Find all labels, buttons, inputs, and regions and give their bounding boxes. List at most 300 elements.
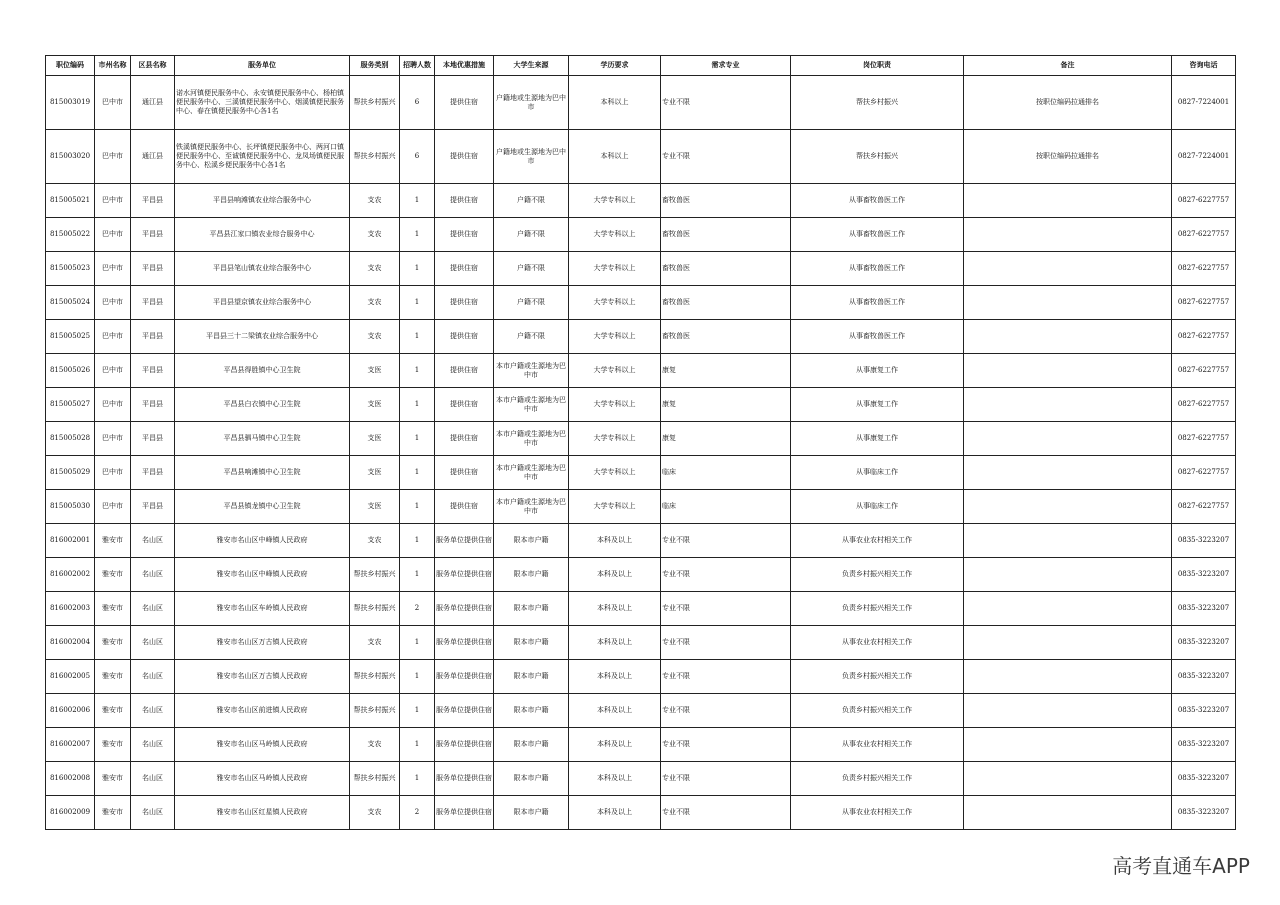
education-requirement-cell: 本科及以上 [569, 762, 661, 796]
local-measures-cell: 提供住宿 [435, 130, 494, 184]
service-category-cell: 帮扶乡村振兴 [350, 130, 400, 184]
service-unit-cell: 平昌县望京镇农业综合服务中心 [175, 286, 350, 320]
table-row [46, 184, 1236, 218]
positions-table [45, 55, 1236, 830]
local-measures-cell: 提供住宿 [435, 388, 494, 422]
city-name-cell: 巴中市 [95, 422, 131, 456]
local-measures-cell: 提供住宿 [435, 320, 494, 354]
county-name-cell: 通江县 [131, 76, 175, 130]
table-row [46, 286, 1236, 320]
document-page [45, 55, 1235, 830]
column-header: 服务类别 [350, 56, 400, 76]
recruit-count-cell: 1 [400, 354, 435, 388]
position-code-cell: 815005021 [46, 184, 95, 218]
service-category-cell: 帮扶乡村振兴 [350, 76, 400, 130]
service-unit-cell: 诺水河镇便民服务中心、永安镇便民服务中心、杨柏镇便民服务中心、三溪镇便民服务中心、烟溪镇便民服务中心、春在镇便民服务中心各1名 [175, 76, 350, 130]
column-header: 学历要求 [569, 56, 661, 76]
service-unit-cell: 雅安市名山区车岭镇人民政府 [175, 592, 350, 626]
job-duty-cell: 从事畜牧兽医工作 [791, 218, 964, 252]
local-measures-cell: 服务单位提供住宿 [435, 558, 494, 592]
remark-cell [964, 422, 1172, 456]
table-row [46, 456, 1236, 490]
remark-cell [964, 592, 1172, 626]
local-measures-cell: 服务单位提供住宿 [435, 524, 494, 558]
recruit-count-cell: 1 [400, 694, 435, 728]
job-duty-cell: 从事农业农村相关工作 [791, 728, 964, 762]
local-measures-cell: 提供住宿 [435, 218, 494, 252]
required-major-cell: 专业不限 [661, 130, 791, 184]
student-source-cell: 限本市户籍 [494, 558, 569, 592]
job-duty-cell: 负责乡村振兴相关工作 [791, 558, 964, 592]
student-source-cell: 户籍不限 [494, 184, 569, 218]
position-code-cell: 816002006 [46, 694, 95, 728]
contact-phone-cell: 0827-6227757 [1172, 456, 1236, 490]
table-row [46, 524, 1236, 558]
remark-cell [964, 762, 1172, 796]
required-major-cell: 专业不限 [661, 76, 791, 130]
remark-cell: 按职位编码拉通排名 [964, 76, 1172, 130]
county-name-cell: 名山区 [131, 558, 175, 592]
position-code-cell: 815005028 [46, 422, 95, 456]
remark-cell [964, 320, 1172, 354]
recruit-count-cell: 1 [400, 728, 435, 762]
required-major-cell: 专业不限 [661, 796, 791, 830]
table-row [46, 592, 1236, 626]
city-name-cell: 雅安市 [95, 660, 131, 694]
city-name-cell: 巴中市 [95, 76, 131, 130]
required-major-cell: 临床 [661, 456, 791, 490]
education-requirement-cell: 大学专科以上 [569, 354, 661, 388]
education-requirement-cell: 本科及以上 [569, 728, 661, 762]
remark-cell [964, 184, 1172, 218]
service-category-cell: 支医 [350, 422, 400, 456]
required-major-cell: 康复 [661, 388, 791, 422]
job-duty-cell: 从事畜牧兽医工作 [791, 252, 964, 286]
job-duty-cell: 负责乡村振兴相关工作 [791, 660, 964, 694]
recruit-count-cell: 2 [400, 796, 435, 830]
job-duty-cell: 从事康复工作 [791, 422, 964, 456]
service-unit-cell: 平昌县驷马镇中心卫生院 [175, 422, 350, 456]
service-category-cell: 支医 [350, 490, 400, 524]
recruit-count-cell: 1 [400, 762, 435, 796]
county-name-cell: 平昌县 [131, 218, 175, 252]
required-major-cell: 畜牧兽医 [661, 320, 791, 354]
service-category-cell: 帮扶乡村振兴 [350, 558, 400, 592]
contact-phone-cell: 0835-3223207 [1172, 524, 1236, 558]
required-major-cell: 临床 [661, 490, 791, 524]
service-category-cell: 支农 [350, 796, 400, 830]
required-major-cell: 康复 [661, 422, 791, 456]
recruit-count-cell: 1 [400, 626, 435, 660]
position-code-cell: 815005029 [46, 456, 95, 490]
table-body [46, 76, 1236, 830]
recruit-count-cell: 1 [400, 320, 435, 354]
education-requirement-cell: 本科及以上 [569, 558, 661, 592]
county-name-cell: 平昌县 [131, 422, 175, 456]
job-duty-cell: 从事农业农村相关工作 [791, 524, 964, 558]
table-row [46, 762, 1236, 796]
student-source-cell: 限本市户籍 [494, 728, 569, 762]
required-major-cell: 畜牧兽医 [661, 184, 791, 218]
header-row [46, 56, 1236, 76]
position-code-cell: 816002007 [46, 728, 95, 762]
recruit-count-cell: 1 [400, 660, 435, 694]
remark-cell [964, 558, 1172, 592]
service-category-cell: 支农 [350, 252, 400, 286]
student-source-cell: 户籍不限 [494, 252, 569, 286]
contact-phone-cell: 0835-3223207 [1172, 762, 1236, 796]
city-name-cell: 巴中市 [95, 388, 131, 422]
service-category-cell: 帮扶乡村振兴 [350, 660, 400, 694]
county-name-cell: 名山区 [131, 762, 175, 796]
service-category-cell: 帮扶乡村振兴 [350, 694, 400, 728]
education-requirement-cell: 大学专科以上 [569, 252, 661, 286]
required-major-cell: 康复 [661, 354, 791, 388]
county-name-cell: 平昌县 [131, 354, 175, 388]
table-row [46, 728, 1236, 762]
contact-phone-cell: 0827-7224001 [1172, 130, 1236, 184]
column-header: 本地优惠措施 [435, 56, 494, 76]
column-header: 职位编码 [46, 56, 95, 76]
county-name-cell: 名山区 [131, 694, 175, 728]
county-name-cell: 平昌县 [131, 388, 175, 422]
education-requirement-cell: 本科及以上 [569, 694, 661, 728]
recruit-count-cell: 6 [400, 130, 435, 184]
local-measures-cell: 服务单位提供住宿 [435, 660, 494, 694]
table-row [46, 76, 1236, 130]
service-category-cell: 支农 [350, 320, 400, 354]
student-source-cell: 限本市户籍 [494, 524, 569, 558]
county-name-cell: 名山区 [131, 660, 175, 694]
service-unit-cell: 雅安市名山区万古镇人民政府 [175, 660, 350, 694]
required-major-cell: 专业不限 [661, 694, 791, 728]
service-category-cell: 帮扶乡村振兴 [350, 762, 400, 796]
remark-cell: 按职位编码拉通排名 [964, 130, 1172, 184]
remark-cell [964, 626, 1172, 660]
column-header: 岗位职责 [791, 56, 964, 76]
county-name-cell: 名山区 [131, 796, 175, 830]
column-header: 区县名称 [131, 56, 175, 76]
contact-phone-cell: 0827-6227757 [1172, 388, 1236, 422]
student-source-cell: 户籍不限 [494, 320, 569, 354]
table-row [46, 130, 1236, 184]
remark-cell [964, 286, 1172, 320]
job-duty-cell: 负责乡村振兴相关工作 [791, 762, 964, 796]
local-measures-cell: 提供住宿 [435, 490, 494, 524]
city-name-cell: 巴中市 [95, 286, 131, 320]
county-name-cell: 平昌县 [131, 286, 175, 320]
county-name-cell: 名山区 [131, 626, 175, 660]
recruit-count-cell: 1 [400, 286, 435, 320]
local-measures-cell: 提供住宿 [435, 456, 494, 490]
service-category-cell: 支医 [350, 354, 400, 388]
table-row [46, 422, 1236, 456]
county-name-cell: 通江县 [131, 130, 175, 184]
table-header [46, 56, 1236, 76]
table-row [46, 558, 1236, 592]
table-row [46, 320, 1236, 354]
service-unit-cell: 平昌县江家口镇农业综合服务中心 [175, 218, 350, 252]
service-unit-cell: 平昌县白衣镇中心卫生院 [175, 388, 350, 422]
city-name-cell: 巴中市 [95, 320, 131, 354]
job-duty-cell: 从事农业农村相关工作 [791, 796, 964, 830]
position-code-cell: 816002004 [46, 626, 95, 660]
service-unit-cell: 雅安市名山区马岭镇人民政府 [175, 762, 350, 796]
service-category-cell: 支农 [350, 218, 400, 252]
local-measures-cell: 提供住宿 [435, 354, 494, 388]
county-name-cell: 名山区 [131, 592, 175, 626]
position-code-cell: 816002009 [46, 796, 95, 830]
city-name-cell: 巴中市 [95, 252, 131, 286]
student-source-cell: 限本市户籍 [494, 626, 569, 660]
position-code-cell: 815003020 [46, 130, 95, 184]
city-name-cell: 巴中市 [95, 184, 131, 218]
recruit-count-cell: 1 [400, 456, 435, 490]
remark-cell [964, 456, 1172, 490]
local-measures-cell: 服务单位提供住宿 [435, 762, 494, 796]
local-measures-cell: 提供住宿 [435, 76, 494, 130]
job-duty-cell: 负责乡村振兴相关工作 [791, 694, 964, 728]
contact-phone-cell: 0827-6227757 [1172, 184, 1236, 218]
city-name-cell: 雅安市 [95, 694, 131, 728]
service-unit-cell: 雅安市名山区万古镇人民政府 [175, 626, 350, 660]
city-name-cell: 雅安市 [95, 524, 131, 558]
required-major-cell: 专业不限 [661, 558, 791, 592]
service-category-cell: 支农 [350, 626, 400, 660]
service-unit-cell: 雅安市名山区马岭镇人民政府 [175, 728, 350, 762]
local-measures-cell: 服务单位提供住宿 [435, 728, 494, 762]
position-code-cell: 815005024 [46, 286, 95, 320]
remark-cell [964, 524, 1172, 558]
student-source-cell: 限本市户籍 [494, 694, 569, 728]
city-name-cell: 巴中市 [95, 490, 131, 524]
required-major-cell: 畜牧兽医 [661, 286, 791, 320]
county-name-cell: 名山区 [131, 524, 175, 558]
service-unit-cell: 铁溪镇便民服务中心、长坪镇便民服务中心、两河口镇便民服务中心、至诚镇便民服务中心、龙凤场镇便民服务中心、松溪乡便民服务中心各1名 [175, 130, 350, 184]
recruit-count-cell: 1 [400, 252, 435, 286]
service-unit-cell: 平昌县三十二梁镇农业综合服务中心 [175, 320, 350, 354]
column-header: 咨询电话 [1172, 56, 1236, 76]
local-measures-cell: 服务单位提供住宿 [435, 796, 494, 830]
service-unit-cell: 雅安市名山区前进镇人民政府 [175, 694, 350, 728]
required-major-cell: 专业不限 [661, 728, 791, 762]
city-name-cell: 雅安市 [95, 592, 131, 626]
local-measures-cell: 服务单位提供住宿 [435, 626, 494, 660]
city-name-cell: 巴中市 [95, 130, 131, 184]
service-unit-cell: 平昌县得胜镇中心卫生院 [175, 354, 350, 388]
service-unit-cell: 雅安市名山区中峰镇人民政府 [175, 558, 350, 592]
contact-phone-cell: 0835-3223207 [1172, 558, 1236, 592]
contact-phone-cell: 0827-6227757 [1172, 354, 1236, 388]
city-name-cell: 雅安市 [95, 728, 131, 762]
job-duty-cell: 帮扶乡村振兴 [791, 130, 964, 184]
remark-cell [964, 660, 1172, 694]
position-code-cell: 815005027 [46, 388, 95, 422]
contact-phone-cell: 0835-3223207 [1172, 592, 1236, 626]
recruit-count-cell: 2 [400, 592, 435, 626]
service-category-cell: 支农 [350, 286, 400, 320]
column-header: 市州名称 [95, 56, 131, 76]
recruit-count-cell: 1 [400, 422, 435, 456]
position-code-cell: 816002003 [46, 592, 95, 626]
position-code-cell: 816002001 [46, 524, 95, 558]
table-row [46, 490, 1236, 524]
column-header: 备注 [964, 56, 1172, 76]
city-name-cell: 雅安市 [95, 796, 131, 830]
service-unit-cell: 平昌县笔山镇农业综合服务中心 [175, 252, 350, 286]
table-row [46, 694, 1236, 728]
service-category-cell: 帮扶乡村振兴 [350, 592, 400, 626]
position-code-cell: 815005023 [46, 252, 95, 286]
city-name-cell: 巴中市 [95, 456, 131, 490]
table-row [46, 796, 1236, 830]
remark-cell [964, 694, 1172, 728]
student-source-cell: 限本市户籍 [494, 762, 569, 796]
required-major-cell: 专业不限 [661, 660, 791, 694]
contact-phone-cell: 0827-6227757 [1172, 218, 1236, 252]
contact-phone-cell: 0835-3223207 [1172, 626, 1236, 660]
service-category-cell: 支医 [350, 388, 400, 422]
education-requirement-cell: 大学专科以上 [569, 320, 661, 354]
student-source-cell: 限本市户籍 [494, 796, 569, 830]
city-name-cell: 雅安市 [95, 626, 131, 660]
education-requirement-cell: 本科及以上 [569, 592, 661, 626]
student-source-cell: 户籍地或生源地为巴中市 [494, 130, 569, 184]
contact-phone-cell: 0835-3223207 [1172, 694, 1236, 728]
local-measures-cell: 提供住宿 [435, 184, 494, 218]
education-requirement-cell: 本科及以上 [569, 796, 661, 830]
required-major-cell: 畜牧兽医 [661, 252, 791, 286]
local-measures-cell: 提供住宿 [435, 252, 494, 286]
position-code-cell: 815005022 [46, 218, 95, 252]
recruit-count-cell: 6 [400, 76, 435, 130]
education-requirement-cell: 本科及以上 [569, 524, 661, 558]
county-name-cell: 平昌县 [131, 456, 175, 490]
service-category-cell: 支农 [350, 728, 400, 762]
column-header: 服务单位 [175, 56, 350, 76]
column-header: 需求专业 [661, 56, 791, 76]
remark-cell [964, 354, 1172, 388]
column-header: 招聘人数 [400, 56, 435, 76]
required-major-cell: 畜牧兽医 [661, 218, 791, 252]
job-duty-cell: 从事畜牧兽医工作 [791, 320, 964, 354]
student-source-cell: 户籍不限 [494, 286, 569, 320]
county-name-cell: 平昌县 [131, 252, 175, 286]
remark-cell [964, 728, 1172, 762]
table-row [46, 252, 1236, 286]
education-requirement-cell: 本科及以上 [569, 660, 661, 694]
watermark: 高考直通车APP [1112, 854, 1250, 878]
position-code-cell: 816002008 [46, 762, 95, 796]
required-major-cell: 专业不限 [661, 626, 791, 660]
position-code-cell: 815005025 [46, 320, 95, 354]
column-header: 大学生来源 [494, 56, 569, 76]
education-requirement-cell: 本科以上 [569, 130, 661, 184]
table-row [46, 388, 1236, 422]
student-source-cell: 户籍不限 [494, 218, 569, 252]
contact-phone-cell: 0835-3223207 [1172, 796, 1236, 830]
recruit-count-cell: 1 [400, 490, 435, 524]
required-major-cell: 专业不限 [661, 524, 791, 558]
education-requirement-cell: 大学专科以上 [569, 490, 661, 524]
city-name-cell: 巴中市 [95, 354, 131, 388]
education-requirement-cell: 大学专科以上 [569, 218, 661, 252]
student-source-cell: 本市户籍或生源地为巴中市 [494, 490, 569, 524]
recruit-count-cell: 1 [400, 558, 435, 592]
service-unit-cell: 雅安市名山区中峰镇人民政府 [175, 524, 350, 558]
service-category-cell: 支农 [350, 524, 400, 558]
education-requirement-cell: 大学专科以上 [569, 184, 661, 218]
recruit-count-cell: 1 [400, 184, 435, 218]
table-row [46, 626, 1236, 660]
position-code-cell: 815003019 [46, 76, 95, 130]
education-requirement-cell: 大学专科以上 [569, 286, 661, 320]
service-category-cell: 支农 [350, 184, 400, 218]
student-source-cell: 本市户籍或生源地为巴中市 [494, 456, 569, 490]
student-source-cell: 限本市户籍 [494, 660, 569, 694]
remark-cell [964, 796, 1172, 830]
education-requirement-cell: 本科及以上 [569, 626, 661, 660]
student-source-cell: 本市户籍或生源地为巴中市 [494, 388, 569, 422]
service-unit-cell: 平昌县镇龙镇中心卫生院 [175, 490, 350, 524]
service-category-cell: 支医 [350, 456, 400, 490]
recruit-count-cell: 1 [400, 524, 435, 558]
position-code-cell: 815005030 [46, 490, 95, 524]
education-requirement-cell: 本科以上 [569, 76, 661, 130]
remark-cell [964, 388, 1172, 422]
service-unit-cell: 雅安市名山区红星镇人民政府 [175, 796, 350, 830]
table-row [46, 660, 1236, 694]
table-row [46, 354, 1236, 388]
position-code-cell: 816002002 [46, 558, 95, 592]
table-row [46, 218, 1236, 252]
city-name-cell: 雅安市 [95, 558, 131, 592]
student-source-cell: 本市户籍或生源地为巴中市 [494, 354, 569, 388]
contact-phone-cell: 0827-6227757 [1172, 490, 1236, 524]
education-requirement-cell: 大学专科以上 [569, 388, 661, 422]
remark-cell [964, 490, 1172, 524]
contact-phone-cell: 0827-6227757 [1172, 422, 1236, 456]
contact-phone-cell: 0835-3223207 [1172, 660, 1236, 694]
job-duty-cell: 负责乡村振兴相关工作 [791, 592, 964, 626]
city-name-cell: 雅安市 [95, 762, 131, 796]
remark-cell [964, 218, 1172, 252]
county-name-cell: 平昌县 [131, 184, 175, 218]
recruit-count-cell: 1 [400, 388, 435, 422]
remark-cell [964, 252, 1172, 286]
local-measures-cell: 提供住宿 [435, 422, 494, 456]
contact-phone-cell: 0827-6227757 [1172, 286, 1236, 320]
contact-phone-cell: 0835-3223207 [1172, 728, 1236, 762]
city-name-cell: 巴中市 [95, 218, 131, 252]
service-unit-cell: 平昌县响滩镇中心卫生院 [175, 456, 350, 490]
position-code-cell: 816002005 [46, 660, 95, 694]
position-code-cell: 815005026 [46, 354, 95, 388]
student-source-cell: 本市户籍或生源地为巴中市 [494, 422, 569, 456]
job-duty-cell: 从事农业农村相关工作 [791, 626, 964, 660]
required-major-cell: 专业不限 [661, 762, 791, 796]
required-major-cell: 专业不限 [661, 592, 791, 626]
service-unit-cell: 平昌县响滩镇农业综合服务中心 [175, 184, 350, 218]
recruit-count-cell: 1 [400, 218, 435, 252]
job-duty-cell: 帮扶乡村振兴 [791, 76, 964, 130]
education-requirement-cell: 大学专科以上 [569, 456, 661, 490]
county-name-cell: 平昌县 [131, 320, 175, 354]
county-name-cell: 平昌县 [131, 490, 175, 524]
student-source-cell: 限本市户籍 [494, 592, 569, 626]
job-duty-cell: 从事康复工作 [791, 388, 964, 422]
job-duty-cell: 从事临床工作 [791, 456, 964, 490]
